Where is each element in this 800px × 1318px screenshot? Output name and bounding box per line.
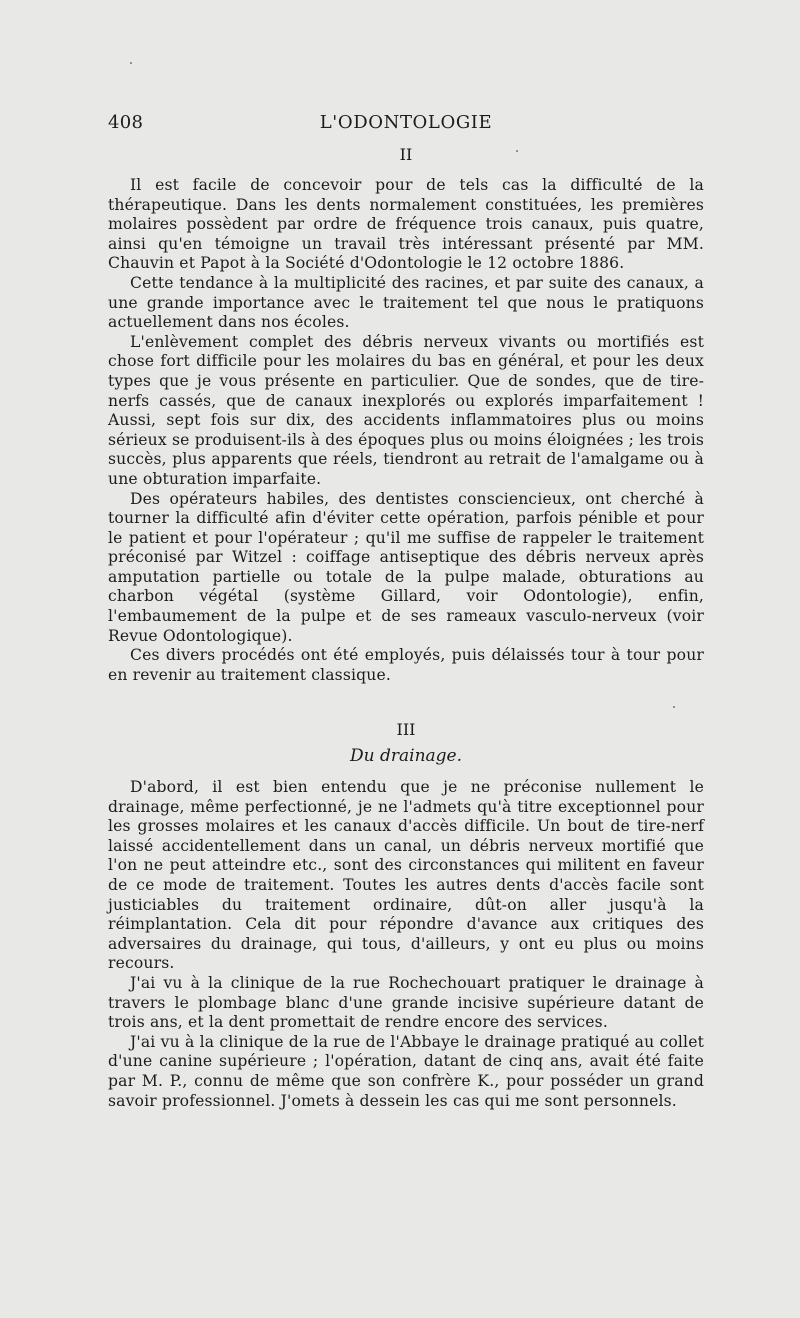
paragraph: J'ai vu à la clinique de la rue Rochechouart pratiquer le drainage à travers le plombage blanc d'une grande incisive supérieure datant de trois ans, et la dent promettait de rendre encore des services. <box>108 973 704 1032</box>
section-heading-iii: III <box>396 720 416 739</box>
section-ii-body <box>108 176 704 685</box>
page-header <box>108 112 704 138</box>
section-iii-body <box>108 778 704 1111</box>
running-title: L'ODONTOLOGIE <box>319 112 493 133</box>
paper-speck <box>130 62 132 64</box>
paragraph: L'enlèvement complet des débris nerveux vivants ou mortifiés est chose fort difficile pour les molaires du bas en général, et pour les deux types que je vous présente en particulier. Que de sondes, que de tire-nerfs cassés, que de canaux inexplorés ou explorés imparfaitement ! Aussi, sept fois sur dix, des accidents inflammatoires plus ou moins sérieux se produisent-ils à des époques plus ou moins éloignées ; les trois succès, plus apparents que réels, tiendront au retrait de l'amalgame ou à une obturation imparfaite. <box>108 332 704 488</box>
paragraph: Cette tendance à la multiplicité des racines, et par suite des canaux, a une grande importance avec le traitement tel que nous le pratiquons actuellement dans nos écoles. <box>108 273 704 332</box>
section-subtitle: Du drainage. <box>350 746 462 766</box>
section-heading-ii: II <box>399 145 413 164</box>
paragraph: Des opérateurs habiles, des dentistes consciencieux, ont cherché à tourner la difficulté afin d'éviter cette opération, parfois pénible et pour le patient et pour l'opérateur ; qu'il me suffise de rappeler le traitement préconisé par Witzel : coiffage antiseptique des débris nerveux après amputation partielle ou totale de la pulpe malade, obturations au charbon végétal (système Gillard, voir Odontologie), enfin, l'embaumement de la pulpe et de ses rameaux vasculo-nerveux (voir Revue Odontologique). <box>108 489 704 645</box>
paper-speck <box>673 706 675 708</box>
paragraph: J'ai vu à la clinique de la rue de l'Abbaye le drainage pratiqué au collet d'une canine supérieure ; l'opération, datant de cinq ans, avait été faite par M. P., connu de même que son confrère K., pour posséder un grand savoir professionnel. J'omets à dessein les cas qui me sont personnels. <box>108 1032 704 1110</box>
paragraph: Ces divers procédés ont été employés, puis délaissés tour à tour pour en revenir au traitement classique. <box>108 646 704 684</box>
paragraph: D'abord, il est bien entendu que je ne préconise nullement le drainage, même perfectionné, je ne l'admets qu'à titre exceptionnel pour les grosses molaires et les canaux d'accès difficile. Un bout de tire-nerf laissé accidentellement dans un canal, un débris nerveux mortifié que l'on ne peut atteindre etc., sont des circonstances qui militent en faveur de ce mode de traitement. Toutes les autres dents d'accès facile sont justiciables du traitement ordinaire, dût-on aller jusqu'à la réimplantation. Cela dit pour répondre d'avance aux critiques des adversaires du drainage, qui tous, d'ailleurs, y ont eu plus ou moins recours. <box>108 778 704 973</box>
page-number: 408 <box>108 112 144 133</box>
paragraph: Il est facile de concevoir pour de tels cas la difficulté de la thérapeutique. Dans les dents normalement constituées, les premières molaires possèdent par ordre de fréquence trois canaux, puis quatre, ainsi qu'en témoigne un travail très intéressant présenté par MM. Chauvin et Papot à la Société d'Odontologie le 12 octobre 1886. <box>108 176 704 273</box>
